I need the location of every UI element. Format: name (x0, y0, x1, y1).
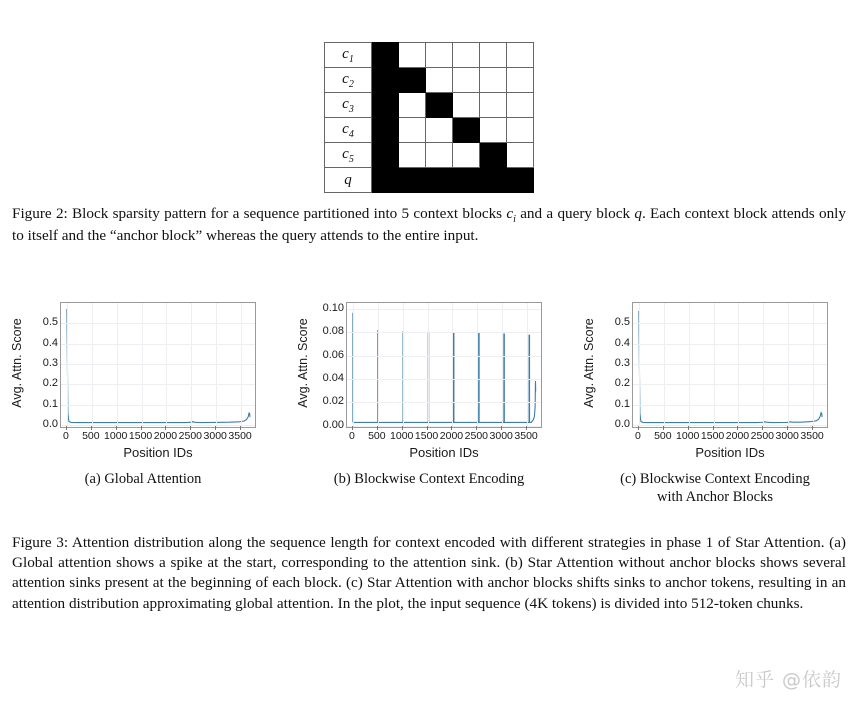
gridline-horizontal (633, 344, 827, 345)
sparsity-cell-active (453, 118, 480, 143)
x-tick-label: 2500 (750, 430, 775, 442)
sparsity-cell-inactive (399, 143, 426, 168)
sparsity-cell-inactive (426, 143, 453, 168)
series-line-a (61, 303, 255, 427)
x-tick-label: 3000 (775, 430, 799, 442)
gridline-vertical (403, 303, 404, 427)
x-tickmark (737, 426, 738, 430)
sparsity-cell-inactive (507, 43, 534, 68)
sparsity-cell-active (480, 143, 507, 168)
x-tick-label: 2000 (439, 430, 464, 442)
sparsity-cell-inactive (453, 93, 480, 118)
y-tick-label: 0.02 (322, 395, 344, 408)
x-tick-label: 3500 (228, 430, 252, 442)
gridline-horizontal (61, 344, 255, 345)
gridline-vertical (788, 303, 789, 427)
sparsity-row (325, 168, 534, 193)
block-sparsity-matrix (324, 42, 534, 193)
x-tick-label: 500 (654, 430, 672, 442)
y-tick-label: 0.2 (42, 377, 58, 390)
sparsity-cell-active (426, 93, 453, 118)
sparsity-row-label: $c_2$ (325, 68, 372, 93)
figure-2-caption-part2: and a query block (515, 205, 635, 222)
subcaption-c-line2: with Anchor Blocks (657, 489, 773, 506)
y-tick-label: 0.1 (42, 397, 58, 410)
x-tick-label: 0 (635, 430, 641, 442)
x-axis-label-b: Position IDs (409, 445, 479, 460)
sparsity-row-label: $c_4$ (325, 118, 372, 143)
y-tick-label: 0.2 (614, 377, 630, 390)
gridline-vertical (738, 303, 739, 427)
y-axis-label-b: Avg. Attn. Score (296, 318, 310, 408)
gridline-vertical (378, 303, 379, 427)
sparsity-row-label: $c_3$ (325, 93, 372, 118)
sparsity-cell-inactive (480, 118, 507, 143)
sparsity-cell-inactive (480, 68, 507, 93)
x-tickmark (427, 426, 428, 430)
x-tickmark (476, 426, 477, 430)
gridline-vertical (714, 303, 715, 427)
x-tickmark (526, 426, 527, 430)
zhihu-watermark: 知乎 @依韵 (734, 669, 842, 691)
sparsity-row (325, 43, 534, 68)
gridline-vertical (191, 303, 192, 427)
gridline-horizontal (347, 309, 541, 310)
x-tickmark (451, 426, 452, 430)
x-tick-label: 2500 (178, 430, 203, 442)
y-axis-label-c: Avg. Attn. Score (582, 318, 596, 408)
x-tickmark (116, 426, 117, 430)
x-tick-label: 1000 (104, 430, 128, 442)
x-tickmark (501, 426, 502, 430)
figure-2-caption-ci-sub: i (513, 214, 516, 226)
sparsity-row (325, 68, 534, 93)
gridline-horizontal (347, 356, 541, 357)
sparsity-matrix-wrap (0, 0, 858, 193)
x-tick-labels-b (346, 430, 542, 446)
x-tick-label: 500 (368, 430, 386, 442)
y-tick-labels-a (22, 302, 58, 428)
x-tick-label: 2500 (464, 430, 489, 442)
figure-2-block (0, 0, 858, 193)
sparsity-cell-inactive (426, 43, 453, 68)
gridline-vertical (428, 303, 429, 427)
gridline-horizontal (61, 405, 255, 406)
y-tick-labels-b (308, 301, 344, 431)
gridline-vertical (689, 303, 690, 427)
x-tickmark (638, 426, 639, 430)
sparsity-cell-inactive (399, 93, 426, 118)
x-tickmark (240, 426, 241, 430)
figure-2-caption-q: q (634, 205, 642, 222)
sparsity-row-label-sub: 5 (348, 153, 354, 165)
plot-area-c (572, 288, 858, 460)
sparsity-row (325, 118, 534, 143)
x-tickmark (787, 426, 788, 430)
figure-3-caption: Figure 3: Attention distribution along the sequence length for context encoded with different strategies in phase 1 of Star Attention. (a) Global attention shows a spike at the start, corresponding to the attention sink. (b) Star Attention without anchor blocks shows several attention sinks present at the beginning of each block. (c) Star Attention with anchor blocks shifts sinks to anchor tokens, resulting in an attention distribution approximating global attention. In the plot, the input sequence (4K tokens) is divided into 512-token chunks. (12, 534, 846, 612)
x-tickmark (663, 426, 664, 430)
x-tick-label: 1500 (700, 430, 725, 442)
gridline-vertical (477, 303, 478, 427)
x-tickmark (688, 426, 689, 430)
sparsity-cell-inactive (399, 118, 426, 143)
x-tickmark (91, 426, 92, 430)
sparsity-row-label-sub: 3 (348, 103, 354, 115)
sparsity-cell-inactive (480, 43, 507, 68)
gridline-vertical (92, 303, 93, 427)
x-tick-labels-c (632, 430, 828, 446)
gridline-horizontal (633, 364, 827, 365)
gridline-vertical (452, 303, 453, 427)
gridline-horizontal (633, 323, 827, 324)
x-tickmark (66, 426, 67, 430)
sparsity-row-label-sub: 4 (348, 128, 354, 140)
y-tick-label: 0.4 (42, 336, 58, 349)
x-tick-label: 3500 (514, 430, 538, 442)
x-tick-label: 2000 (725, 430, 750, 442)
gridline-vertical (502, 303, 503, 427)
y-tick-label: 0.3 (42, 356, 58, 369)
x-tickmark (165, 426, 166, 430)
sparsity-row (325, 93, 534, 118)
sparsity-row-label-sub: 2 (348, 78, 354, 90)
y-tick-label: 0.08 (322, 325, 344, 338)
y-axis-label-a: Avg. Attn. Score (10, 318, 24, 408)
y-tick-label: 0.06 (322, 348, 344, 361)
x-tick-labels-a (60, 430, 256, 446)
x-tick-label: 0 (349, 430, 355, 442)
x-tickmark (762, 426, 763, 430)
gridline-horizontal (61, 323, 255, 324)
gridline-horizontal (61, 384, 255, 385)
plot-global-attention (0, 288, 286, 523)
y-tick-label: 0.00 (322, 418, 344, 431)
subcaption-b: (b) Blockwise Context Encoding (333, 471, 525, 487)
axes-b (346, 302, 542, 428)
gridline-horizontal (633, 384, 827, 385)
plot-area-b (286, 288, 572, 460)
x-tick-label: 500 (82, 430, 100, 442)
x-tickmark (190, 426, 191, 430)
sparsity-cell-active (426, 168, 453, 193)
sparsity-row-label: $c_5$ (325, 143, 372, 168)
x-tick-label: 1500 (414, 430, 439, 442)
y-tick-label: 0.5 (614, 316, 630, 329)
x-axis-label-c: Position IDs (695, 445, 765, 460)
x-tick-label: 0 (63, 430, 69, 442)
figure-2-caption-part1: Figure 2: Block sparsity pattern for a sequence partitioned into 5 context blocks (12, 205, 507, 222)
plot-blockwise-context-encoding (286, 288, 572, 523)
figure-2-caption-part3: . Each context block attends only to itself and the “anchor block” whereas the query attends to the entire input. (12, 205, 846, 245)
x-tick-label: 1000 (676, 430, 700, 442)
gridline-horizontal (61, 364, 255, 365)
gridline-horizontal (633, 405, 827, 406)
sparsity-cell-inactive (453, 43, 480, 68)
axes-a (60, 302, 256, 428)
sparsity-cell-inactive (507, 143, 534, 168)
y-tick-labels-c (594, 302, 630, 428)
figure-2-caption-ci: $c_i$ (506, 205, 516, 226)
y-tick-label: 0.04 (322, 371, 344, 384)
x-tickmark (812, 426, 813, 430)
x-tickmark (377, 426, 378, 430)
series-line-c (633, 303, 827, 427)
gridline-vertical (216, 303, 217, 427)
gridline-vertical (527, 303, 528, 427)
gridline-vertical (241, 303, 242, 427)
gridline-vertical (353, 303, 354, 427)
sparsity-cell-inactive (507, 68, 534, 93)
x-axis-label-a: Position IDs (123, 445, 193, 460)
sparsity-cell-active (480, 168, 507, 193)
series-path (353, 313, 536, 422)
figure-2-caption (12, 204, 846, 247)
y-tick-label: 0.3 (614, 356, 630, 369)
gridline-vertical (664, 303, 665, 427)
subcaption-a: (a) Global Attention (84, 471, 202, 487)
gridline-vertical (67, 303, 68, 427)
x-tickmark (402, 426, 403, 430)
sparsity-row (325, 143, 534, 168)
sparsity-cell-inactive (399, 43, 426, 68)
y-tick-label: 0.5 (42, 316, 58, 329)
sparsity-cell-active (372, 143, 399, 168)
x-tick-label: 3000 (489, 430, 513, 442)
y-tick-label: 0.1 (614, 397, 630, 410)
gridline-horizontal (347, 332, 541, 333)
figure-3-block (0, 288, 858, 523)
subcaption-c-line1: (c) Blockwise Context Encoding (620, 471, 810, 487)
x-tick-label: 1000 (390, 430, 414, 442)
sparsity-cell-active (372, 68, 399, 93)
y-tick-label: 0.4 (614, 336, 630, 349)
sparsity-cell-active (372, 168, 399, 193)
sparsity-cell-inactive (453, 68, 480, 93)
gridline-horizontal (347, 379, 541, 380)
sparsity-cell-active (507, 168, 534, 193)
axes-c (632, 302, 828, 428)
x-tickmark (713, 426, 714, 430)
sparsity-cell-active (372, 93, 399, 118)
gridline-vertical (166, 303, 167, 427)
sparsity-cell-inactive (453, 143, 480, 168)
gridline-vertical (763, 303, 764, 427)
sparsity-cell-active (399, 168, 426, 193)
sparsity-row-label: q (325, 168, 372, 193)
sparsity-cell-inactive (426, 68, 453, 93)
y-tick-label: 0.0 (42, 417, 58, 430)
sparsity-row-label-sub: 1 (348, 53, 354, 65)
x-tickmark (215, 426, 216, 430)
x-tickmark (141, 426, 142, 430)
gridline-vertical (813, 303, 814, 427)
sparsity-cell-inactive (507, 93, 534, 118)
gridline-vertical (142, 303, 143, 427)
x-tick-label: 3000 (203, 430, 227, 442)
plot-area-a (0, 288, 286, 460)
plot-blockwise-context-encoding-anchor (572, 288, 858, 523)
sparsity-cell-active (399, 68, 426, 93)
sparsity-row-label: $c_1$ (325, 43, 372, 68)
sparsity-cell-inactive (426, 118, 453, 143)
subcaption-c (572, 470, 858, 506)
gridline-vertical (639, 303, 640, 427)
series-line-b (347, 303, 541, 427)
gridline-horizontal (347, 402, 541, 403)
series-path (639, 311, 822, 423)
sparsity-cell-active (372, 118, 399, 143)
x-tick-label: 2000 (153, 430, 178, 442)
sparsity-cell-inactive (507, 118, 534, 143)
gridline-vertical (117, 303, 118, 427)
x-tickmark (352, 426, 353, 430)
y-tick-label: 0.10 (322, 301, 344, 314)
y-tick-label: 0.0 (614, 417, 630, 430)
x-tick-label: 3500 (800, 430, 824, 442)
sparsity-cell-inactive (480, 93, 507, 118)
sparsity-cell-active (372, 43, 399, 68)
sparsity-cell-active (453, 168, 480, 193)
x-tick-label: 1500 (128, 430, 153, 442)
